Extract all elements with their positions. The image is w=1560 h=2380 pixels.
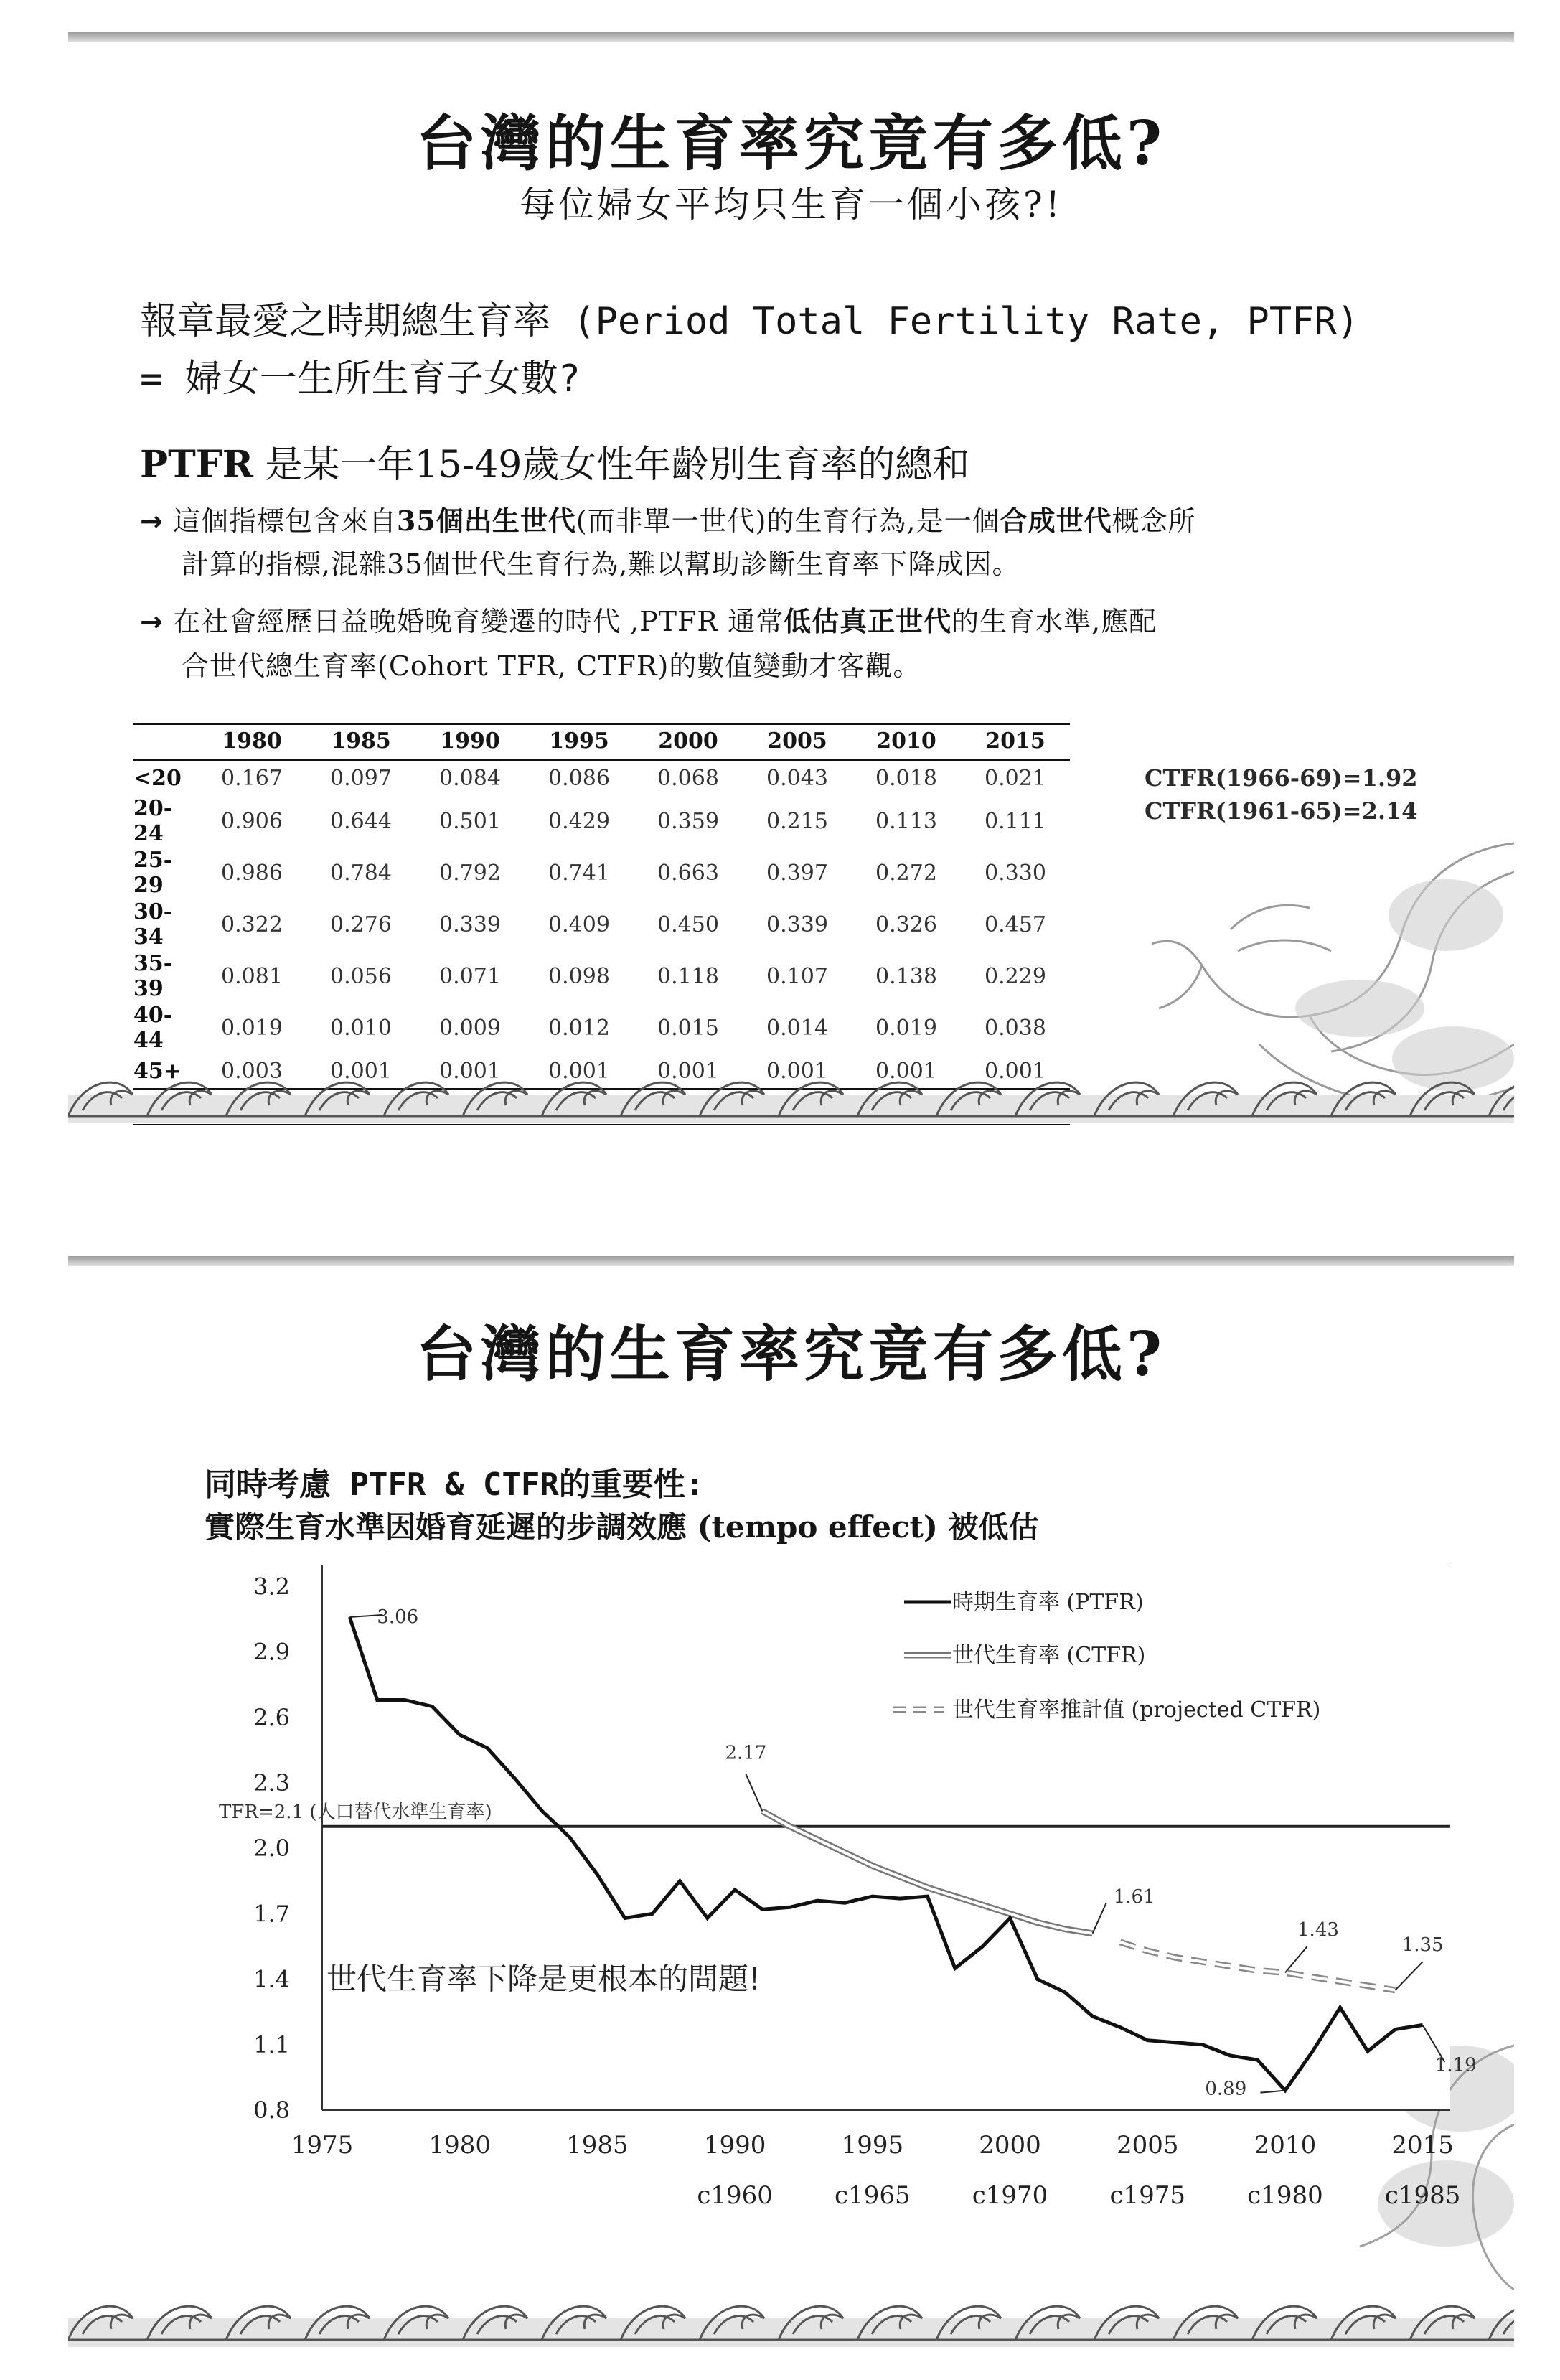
y-tick-label: 0.8 bbox=[253, 2096, 290, 2124]
point-value-label: 1.35 bbox=[1401, 1934, 1444, 1957]
table-cell: 0.018 bbox=[875, 765, 937, 791]
bullet-1-text: 這個指標包含來自 bbox=[172, 505, 397, 537]
cohort-tick-label: c1960 bbox=[697, 2181, 773, 2210]
table-cell: 0.097 bbox=[330, 765, 392, 791]
ptfr-definition-text: 是某一年15-49歲女性年齡別生育率的總和 bbox=[253, 444, 970, 487]
table-cell: 0.339 bbox=[766, 912, 828, 937]
bullet-1 bbox=[140, 499, 1196, 538]
ptfr-definition bbox=[140, 434, 969, 488]
table-row-label: <20 bbox=[133, 765, 182, 791]
bullet-1-bold-a: 35個出生世代 bbox=[396, 505, 576, 537]
table-header-year: 1995 bbox=[525, 724, 634, 761]
arrow-right-icon: → bbox=[140, 505, 164, 537]
table-row bbox=[133, 795, 1070, 847]
wave-border-decoration bbox=[68, 2290, 1514, 2347]
table-cell: 0.038 bbox=[985, 1015, 1046, 1041]
table-row-label: 30-34 bbox=[133, 899, 173, 950]
table-cell: 0.001 bbox=[766, 1058, 828, 1084]
ctfr-1961-65: CTFR(1961-65)=2.14 bbox=[1145, 797, 1418, 825]
table-cell: 0.644 bbox=[330, 808, 392, 834]
table-header-row bbox=[133, 724, 1070, 761]
y-tick-label: 1.7 bbox=[253, 1900, 290, 1928]
point-value-label: 1.61 bbox=[1113, 1886, 1155, 1908]
table-cell: 0.068 bbox=[657, 765, 719, 791]
slide-2-title: 台灣的生育率究竟有多低? bbox=[415, 1318, 1167, 1390]
point-value-label: 1.19 bbox=[1434, 2054, 1477, 2076]
table-cell: 0.322 bbox=[221, 912, 283, 937]
x-tick-label: 2005 bbox=[1116, 2131, 1179, 2160]
x-tick-label: 1975 bbox=[291, 2131, 354, 2160]
table-cell: 0.021 bbox=[985, 765, 1046, 791]
table-cell: 0.098 bbox=[548, 963, 610, 989]
table-cell: 0.019 bbox=[875, 1015, 937, 1041]
table-cell: 0.043 bbox=[766, 765, 828, 791]
table-cell: 0.009 bbox=[439, 1015, 501, 1041]
legend-ptfr-label: 時期生育率 (PTFR) bbox=[952, 1590, 1144, 1615]
slide-top-bar bbox=[68, 1256, 1514, 1266]
slide-1 bbox=[68, 32, 1514, 1123]
table-cell: 0.056 bbox=[330, 963, 392, 989]
table-cell: 0.330 bbox=[985, 860, 1046, 886]
table-row bbox=[133, 899, 1070, 950]
slide-top-bar bbox=[68, 32, 1514, 42]
table-header-year: 2010 bbox=[852, 724, 961, 761]
table-cell: 0.071 bbox=[439, 963, 501, 989]
table-row bbox=[133, 760, 1070, 795]
table-cell: 0.001 bbox=[657, 1058, 719, 1084]
bullet-2-text-b: 的生育水準,應配 bbox=[951, 606, 1157, 637]
table-cell: 0.906 bbox=[221, 808, 283, 834]
table-cell: 0.784 bbox=[330, 860, 392, 886]
cohort-tick-label: c1975 bbox=[1109, 2181, 1186, 2210]
replacement-level-label: TFR=2.1 (人口替代水準生育率) bbox=[219, 1801, 492, 1823]
table-cell: 0.272 bbox=[875, 860, 937, 886]
table-header-year: 2015 bbox=[961, 724, 1070, 761]
table-cell: 0.457 bbox=[985, 912, 1046, 937]
slide-2-subheading: 實際生育水準因婚育延遲的步調效應 (tempo effect) 被低估 bbox=[205, 1509, 1039, 1545]
y-tick-label: 3.2 bbox=[253, 1573, 290, 1601]
table-cell: 0.450 bbox=[657, 912, 719, 937]
slide-1-subtitle: 每位婦女平均只生育一個小孩?! bbox=[520, 184, 1063, 225]
point-value-label: 3.06 bbox=[377, 1606, 419, 1628]
table-cell: 0.012 bbox=[548, 1015, 610, 1041]
ptfr-heading: 報章最愛之時期總生育率 (Period Total Fertility Rate, PTFR) bbox=[140, 300, 1360, 343]
bullet-2-text: 在社會經歷日益晚婚晚育變遷的時代 ,PTFR 通常 bbox=[172, 606, 784, 637]
bullet-2-line-2: 合世代總生育率(Cohort TFR, CTFR)的數值變動才客觀。 bbox=[182, 650, 921, 682]
cohort-tick-label: c1985 bbox=[1384, 2181, 1461, 2210]
slide-2-heading: 同時考慮 PTFR & CTFR的重要性: bbox=[205, 1466, 705, 1503]
table-cell: 0.086 bbox=[548, 765, 610, 791]
table-cell: 0.167 bbox=[221, 765, 283, 791]
table-header-year: 2000 bbox=[634, 724, 743, 761]
x-tick-label: 1980 bbox=[428, 2131, 491, 2160]
table-cell: 0.138 bbox=[875, 963, 937, 989]
cohort-tick-label: c1980 bbox=[1247, 2181, 1323, 2210]
table-row-label: 45+ bbox=[133, 1058, 182, 1084]
table-cell: 0.429 bbox=[548, 808, 610, 834]
table-cell: 0.326 bbox=[875, 912, 937, 937]
bullet-1-line-2: 計算的指標,混雜35個世代生育行為,難以幫助診斷生育率下降成因。 bbox=[182, 548, 1020, 580]
table-row-label: 35-39 bbox=[133, 951, 173, 1001]
y-tick-label: 2.9 bbox=[253, 1638, 290, 1666]
table-row bbox=[133, 847, 1070, 899]
table-corner bbox=[133, 724, 197, 761]
table-cell: 0.001 bbox=[548, 1058, 610, 1084]
chart-annotation: 世代生育率下降是更根本的問題! bbox=[326, 1961, 761, 1997]
table-header-year: 1980 bbox=[197, 724, 306, 761]
table-cell: 0.111 bbox=[985, 808, 1046, 834]
table-cell: 0.276 bbox=[330, 912, 392, 937]
legend-ctfr-label: 世代生育率 (CTFR) bbox=[952, 1643, 1146, 1668]
ctfr-1966-69: CTFR(1966-69)=1.92 bbox=[1145, 764, 1418, 792]
table-cell: 0.339 bbox=[439, 912, 501, 937]
point-value-label: 2.17 bbox=[725, 1742, 767, 1764]
table-row bbox=[133, 950, 1070, 1002]
x-tick-label: 2000 bbox=[979, 2131, 1041, 2160]
table-cell: 0.003 bbox=[221, 1058, 283, 1084]
table-cell: 0.019 bbox=[221, 1015, 283, 1041]
arrow-right-icon: → bbox=[140, 606, 164, 637]
table-header-year: 2005 bbox=[743, 724, 852, 761]
cohort-tick-label: c1970 bbox=[972, 2181, 1048, 2210]
x-tick-label: 1990 bbox=[703, 2131, 766, 2160]
bullet-1-bold-b: 合成世代 bbox=[1000, 505, 1112, 537]
table-row bbox=[133, 1002, 1070, 1054]
legend-projected-label: 世代生育率推計值 (projected CTFR) bbox=[952, 1697, 1321, 1723]
ptfr-question: = 婦女一生所生育子女數? bbox=[140, 357, 581, 400]
wave-border-decoration bbox=[68, 1066, 1514, 1123]
table-cell: 0.001 bbox=[985, 1058, 1046, 1084]
fertility-line-chart bbox=[68, 1565, 1514, 2282]
x-tick-label: 1985 bbox=[566, 2131, 629, 2160]
table-cell: 0.397 bbox=[766, 860, 828, 886]
table-cell: 0.663 bbox=[657, 860, 719, 886]
bullet-1-text-b: (而非單一世代)的生育行為,是一個 bbox=[575, 505, 1000, 537]
bullet-1-text-c: 概念所 bbox=[1112, 505, 1196, 537]
table-row-label: 40-44 bbox=[133, 1003, 173, 1053]
table-cell: 0.084 bbox=[439, 765, 501, 791]
bullet-2 bbox=[140, 599, 1157, 639]
y-tick-label: 2.0 bbox=[253, 1835, 290, 1863]
ptfr-term: PTFR bbox=[140, 443, 253, 487]
table-cell: 0.001 bbox=[330, 1058, 392, 1084]
table-cell: 0.359 bbox=[657, 808, 719, 834]
slide-1-title: 台灣的生育率究竟有多低? bbox=[415, 108, 1167, 179]
table-cell: 0.081 bbox=[221, 963, 283, 989]
table-cell: 0.113 bbox=[875, 808, 937, 834]
table-cell: 0.010 bbox=[330, 1015, 392, 1041]
table-cell: 0.015 bbox=[657, 1015, 719, 1041]
table-cell: 0.229 bbox=[985, 963, 1046, 989]
table-cell: 0.001 bbox=[439, 1058, 501, 1084]
table-cell: 0.986 bbox=[221, 860, 283, 886]
y-tick-label: 1.4 bbox=[253, 1965, 290, 1993]
table-cell: 0.215 bbox=[766, 808, 828, 834]
bullet-2-bold: 低估真正世代 bbox=[784, 605, 952, 637]
x-tick-label: 2015 bbox=[1391, 2131, 1454, 2160]
y-tick-label: 1.1 bbox=[253, 2030, 290, 2058]
table-header-year: 1985 bbox=[306, 724, 415, 761]
table-cell: 0.741 bbox=[548, 860, 610, 886]
y-tick-label: 2.6 bbox=[253, 1703, 290, 1731]
table-row-label: 25-29 bbox=[133, 848, 173, 898]
y-tick-label: 2.3 bbox=[253, 1769, 290, 1796]
table-cell: 0.001 bbox=[875, 1058, 937, 1084]
table-cell: 0.014 bbox=[766, 1015, 828, 1041]
table-header-year: 1990 bbox=[415, 724, 525, 761]
x-tick-label: 1995 bbox=[841, 2131, 904, 2160]
table-row-label: 20-24 bbox=[133, 796, 173, 846]
table-cell: 0.501 bbox=[439, 808, 501, 834]
table-cell: 0.409 bbox=[548, 912, 610, 937]
table-cell: 0.118 bbox=[657, 963, 719, 989]
x-tick-label: 2010 bbox=[1254, 2131, 1317, 2160]
table-cell: 0.792 bbox=[439, 860, 501, 886]
chart-plot-area bbox=[322, 1565, 1450, 2110]
table-cell: 0.107 bbox=[766, 963, 828, 989]
point-value-label: 1.43 bbox=[1297, 1918, 1339, 1941]
cohort-tick-label: c1965 bbox=[835, 2181, 911, 2210]
point-value-label: 0.89 bbox=[1205, 2078, 1247, 2100]
slide-2 bbox=[68, 1256, 1514, 2354]
fertility-rate-table bbox=[133, 723, 1070, 1125]
